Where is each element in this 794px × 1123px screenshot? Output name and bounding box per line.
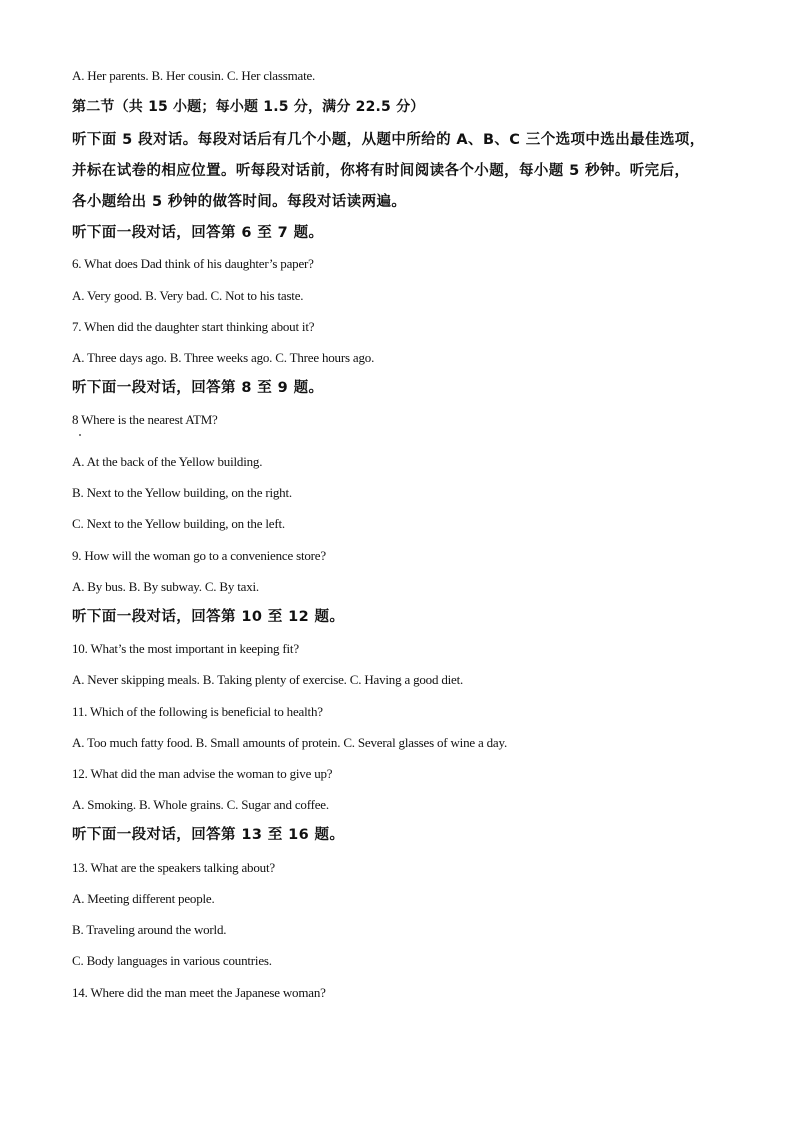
answer-options-q6: A. Very good. B. Very bad. C. Not to his taste. [72, 288, 304, 303]
answer-options-q11: A. Too much fatty food. B. Small amounts of protein. C. Several glasses of wine a day. [72, 735, 508, 750]
answer-options-q5: A. Her parents. B. Her cousin. C. Her classmate. [72, 68, 316, 83]
question-6: 6. What does Dad think of his daughter’s paper? [72, 256, 314, 271]
instructions-line-3: 各小题给出 5 秒钟的做答时间。每段对话读两遍。 [72, 194, 407, 210]
answer-option-13c: C. Body languages in various countries. [72, 953, 272, 968]
dialogue-heading-6-7: 听下面一段对话，回答第 6 至 7 题。 [72, 225, 324, 241]
dialogue-heading-10-12: 听下面一段对话，回答第 10 至 12 题。 [72, 609, 345, 625]
question-7: 7. When did the daughter start thinking about it? [72, 319, 315, 334]
instructions-line-2: 并标在试卷的相应位置。听每段对话前，你将有时间阅读各个小题，每小题 5 秒钟。听完后， [72, 163, 690, 179]
answer-option-13a: A. Meeting different people. [72, 891, 215, 906]
answer-options-q10: A. Never skipping meals. B. Taking plenty of exercise. C. Having a good diet. [72, 672, 464, 687]
question-11: 11. Which of the following is beneficial to health? [72, 704, 323, 719]
question-8: 8 Where is the nearest ATM? [72, 412, 218, 427]
answer-option-8b: B. Next to the Yellow building, on the right. [72, 485, 292, 500]
answer-option-8a: A. At the back of the Yellow building. [72, 454, 263, 469]
dialogue-heading-13-16: 听下面一段对话，回答第 13 至 16 题。 [72, 827, 345, 843]
answer-option-8c: C. Next to the Yellow building, on the left. [72, 516, 285, 531]
question-14: 14. Where did the man meet the Japanese woman? [72, 985, 326, 1000]
question-12: 12. What did the man advise the woman to give up? [72, 766, 333, 781]
dialogue-heading-8-9: 听下面一段对话，回答第 8 至 9 题。 [72, 380, 324, 396]
answer-option-13b: B. Traveling around the world. [72, 922, 227, 937]
answer-options-q7: A. Three days ago. B. Three weeks ago. C. Three hours ago. [72, 350, 375, 365]
question-13: 13. What are the speakers talking about? [72, 860, 275, 875]
answer-options-q9: A. By bus. B. By subway. C. By taxi. [72, 579, 259, 594]
question-9: 9. How will the woman go to a convenience store? [72, 548, 326, 563]
instructions-line-1: 听下面 5 段对话。每段对话后有几个小题，从题中所给的 A、B、C 三个选项中选出最佳选项， [72, 132, 705, 148]
section-heading: 第二节（共 15 小题；每小题 1.5 分，满分 22.5 分） [72, 99, 425, 115]
stray-mark [79, 434, 81, 436]
question-10: 10. What’s the most important in keeping fit? [72, 641, 299, 656]
answer-options-q12: A. Smoking. B. Whole grains. C. Sugar and coffee. [72, 797, 329, 812]
